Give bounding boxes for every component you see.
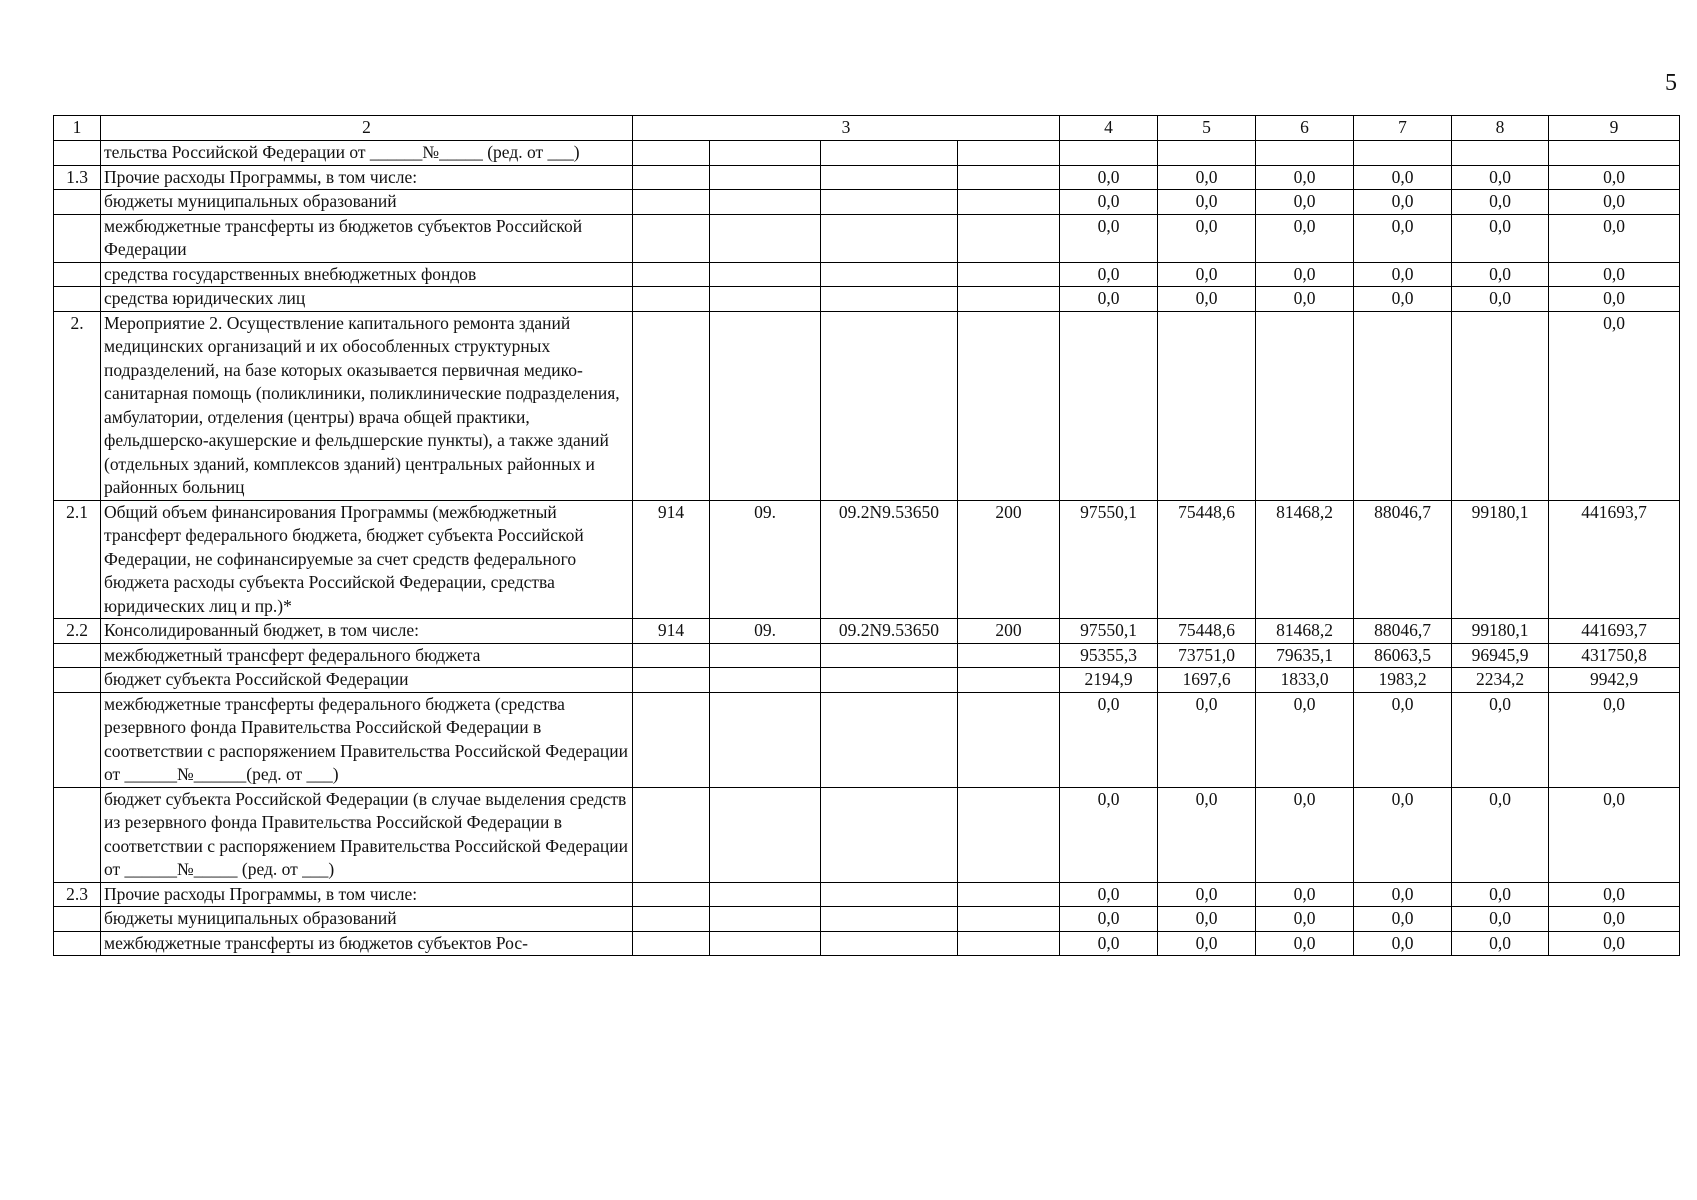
value-cell: 0,0 [1549, 787, 1680, 882]
table-row [54, 287, 1680, 312]
row-index-cell [54, 287, 101, 312]
value-cell: 0,0 [1256, 882, 1354, 907]
value-cell: 431750,8 [1549, 643, 1680, 668]
value-cell: 1983,2 [1354, 668, 1452, 693]
value-cell [1158, 141, 1256, 166]
value-cell: 2234,2 [1452, 668, 1549, 693]
row-description-cell: межбюджетные трансферты из бюджетов субъектов Российской Федерации [101, 214, 633, 262]
value-cell: 0,0 [1060, 692, 1158, 787]
column-number: 4 [1060, 116, 1158, 141]
value-cell: 75448,6 [1158, 619, 1256, 644]
table-row [54, 668, 1680, 693]
code-cell [633, 692, 710, 787]
value-cell: 0,0 [1354, 907, 1452, 932]
code-cell [710, 931, 821, 956]
code-cell [958, 165, 1060, 190]
value-cell [1256, 311, 1354, 500]
value-cell: 99180,1 [1452, 619, 1549, 644]
value-cell: 0,0 [1158, 165, 1256, 190]
row-description-cell: Мероприятие 2. Осуществление капитального ремонта зданий медицинских организаций и их обособленных структурных подразделений, на базе которых оказывается первичная медико-санитарная помощь (поликлиники, поликлинические подразделения, амбулатории, отделения (центры) врача общей практики, фельдшерско-акушерские и фельдшерские пункты), а также зданий (отдельных зданий, комплексов зданий) центральных районных и районных больниц [101, 311, 633, 500]
table-row [54, 141, 1680, 166]
value-cell [1256, 141, 1354, 166]
code-cell [821, 262, 958, 287]
code-cell [710, 262, 821, 287]
code-cell [710, 214, 821, 262]
code-cell [958, 787, 1060, 882]
row-description-cell: межбюджетный трансферт федерального бюджета [101, 643, 633, 668]
value-cell: 0,0 [1158, 882, 1256, 907]
code-cell [821, 931, 958, 956]
code-cell [958, 262, 1060, 287]
value-cell: 0,0 [1354, 165, 1452, 190]
value-cell [1060, 141, 1158, 166]
value-cell: 0,0 [1452, 882, 1549, 907]
column-number: 2 [101, 116, 633, 141]
table-row [54, 214, 1680, 262]
row-index-cell [54, 787, 101, 882]
code-cell [958, 907, 1060, 932]
code-cell [710, 692, 821, 787]
value-cell: 0,0 [1354, 787, 1452, 882]
budget-table [53, 115, 1680, 956]
code-cell [958, 141, 1060, 166]
code-cell [633, 190, 710, 215]
value-cell: 0,0 [1256, 214, 1354, 262]
value-cell: 0,0 [1256, 931, 1354, 956]
value-cell: 0,0 [1060, 165, 1158, 190]
code-cell [633, 931, 710, 956]
code-cell [821, 141, 958, 166]
value-cell: 0,0 [1158, 931, 1256, 956]
table-row [54, 643, 1680, 668]
value-cell: 0,0 [1060, 882, 1158, 907]
value-cell: 97550,1 [1060, 619, 1158, 644]
row-description-cell: Консолидированный бюджет, в том числе: [101, 619, 633, 644]
value-cell: 0,0 [1452, 692, 1549, 787]
value-cell: 0,0 [1256, 287, 1354, 312]
column-number-row [54, 116, 1680, 141]
value-cell: 0,0 [1452, 907, 1549, 932]
code-cell: 09. [710, 619, 821, 644]
value-cell: 0,0 [1452, 190, 1549, 215]
table-row [54, 190, 1680, 215]
value-cell: 0,0 [1452, 931, 1549, 956]
value-cell: 0,0 [1060, 907, 1158, 932]
value-cell: 0,0 [1354, 287, 1452, 312]
value-cell: 0,0 [1256, 262, 1354, 287]
code-cell [633, 882, 710, 907]
value-cell: 0,0 [1158, 190, 1256, 215]
code-cell [958, 643, 1060, 668]
code-cell [821, 190, 958, 215]
row-index-cell: 1.3 [54, 165, 101, 190]
code-cell [710, 287, 821, 312]
row-index-cell [54, 262, 101, 287]
value-cell: 88046,7 [1354, 500, 1452, 619]
value-cell: 0,0 [1158, 214, 1256, 262]
value-cell: 0,0 [1158, 907, 1256, 932]
column-number: 8 [1452, 116, 1549, 141]
row-index-cell [54, 643, 101, 668]
code-cell [710, 311, 821, 500]
value-cell: 1833,0 [1256, 668, 1354, 693]
value-cell: 96945,9 [1452, 643, 1549, 668]
row-description-cell: тельства Российской Федерации от ______№_____ (ред. от ___) [101, 141, 633, 166]
row-index-cell [54, 214, 101, 262]
page-number: 5 [1665, 70, 1677, 96]
value-cell: 1697,6 [1158, 668, 1256, 693]
row-index-cell [54, 668, 101, 693]
code-cell [958, 190, 1060, 215]
code-cell [821, 287, 958, 312]
value-cell: 0,0 [1354, 882, 1452, 907]
value-cell: 0,0 [1256, 907, 1354, 932]
code-cell [821, 214, 958, 262]
code-cell [958, 668, 1060, 693]
value-cell: 81468,2 [1256, 500, 1354, 619]
row-index-cell [54, 907, 101, 932]
row-index-cell: 2.1 [54, 500, 101, 619]
value-cell: 95355,3 [1060, 643, 1158, 668]
code-cell: 09. [710, 500, 821, 619]
row-index-cell [54, 190, 101, 215]
code-cell [821, 643, 958, 668]
value-cell: 0,0 [1158, 287, 1256, 312]
value-cell: 441693,7 [1549, 619, 1680, 644]
value-cell: 0,0 [1060, 287, 1158, 312]
row-index-cell: 2.3 [54, 882, 101, 907]
row-description-cell: бюджеты муниципальных образований [101, 907, 633, 932]
code-cell [633, 643, 710, 668]
code-cell [958, 931, 1060, 956]
column-number: 5 [1158, 116, 1256, 141]
value-cell: 0,0 [1549, 287, 1680, 312]
value-cell [1354, 141, 1452, 166]
table-row [54, 787, 1680, 882]
code-cell [633, 165, 710, 190]
value-cell [1549, 141, 1680, 166]
code-cell [821, 165, 958, 190]
value-cell: 0,0 [1354, 931, 1452, 956]
row-description-cell: бюджеты муниципальных образований [101, 190, 633, 215]
table-row [54, 882, 1680, 907]
code-cell [710, 787, 821, 882]
column-number: 1 [54, 116, 101, 141]
value-cell: 9942,9 [1549, 668, 1680, 693]
table-row [54, 692, 1680, 787]
code-cell [958, 287, 1060, 312]
column-number: 6 [1256, 116, 1354, 141]
row-description-cell: бюджет субъекта Российской Федерации [101, 668, 633, 693]
code-cell [958, 692, 1060, 787]
value-cell [1060, 311, 1158, 500]
code-cell [633, 668, 710, 693]
code-cell [821, 882, 958, 907]
code-cell: 200 [958, 619, 1060, 644]
value-cell: 0,0 [1452, 787, 1549, 882]
row-description-cell: бюджет субъекта Российской Федерации (в случае выделения средств из резервного фонда Правительства Российской Федерации в соответствии с распоряжением Правительства Российской Федерации от ______№_____ (ред. от ___) [101, 787, 633, 882]
value-cell [1452, 311, 1549, 500]
code-cell [633, 907, 710, 932]
code-cell: 200 [958, 500, 1060, 619]
code-cell [710, 643, 821, 668]
code-cell [633, 141, 710, 166]
code-cell [710, 190, 821, 215]
code-cell [821, 692, 958, 787]
value-cell: 86063,5 [1354, 643, 1452, 668]
code-cell [710, 907, 821, 932]
code-cell [821, 311, 958, 500]
row-description-cell: Прочие расходы Программы, в том числе: [101, 165, 633, 190]
code-cell [821, 668, 958, 693]
value-cell: 99180,1 [1452, 500, 1549, 619]
value-cell: 0,0 [1452, 214, 1549, 262]
value-cell: 0,0 [1354, 692, 1452, 787]
value-cell: 0,0 [1549, 931, 1680, 956]
row-description-cell: средства юридических лиц [101, 287, 633, 312]
value-cell: 0,0 [1256, 692, 1354, 787]
code-cell: 09.2N9.53650 [821, 619, 958, 644]
value-cell: 0,0 [1549, 882, 1680, 907]
code-cell [958, 214, 1060, 262]
table-row [54, 500, 1680, 619]
table-row [54, 262, 1680, 287]
value-cell: 0,0 [1158, 787, 1256, 882]
table-row [54, 931, 1680, 956]
value-cell: 0,0 [1354, 190, 1452, 215]
value-cell: 0,0 [1549, 214, 1680, 262]
code-cell [710, 141, 821, 166]
row-index-cell: 2.2 [54, 619, 101, 644]
row-index-cell [54, 141, 101, 166]
value-cell: 0,0 [1060, 190, 1158, 215]
code-cell: 914 [633, 619, 710, 644]
value-cell: 0,0 [1256, 190, 1354, 215]
value-cell: 0,0 [1256, 165, 1354, 190]
value-cell: 441693,7 [1549, 500, 1680, 619]
value-cell [1452, 141, 1549, 166]
value-cell: 0,0 [1060, 787, 1158, 882]
value-cell: 0,0 [1549, 165, 1680, 190]
value-cell: 0,0 [1452, 287, 1549, 312]
value-cell: 0,0 [1060, 931, 1158, 956]
code-cell [633, 787, 710, 882]
code-cell: 09.2N9.53650 [821, 500, 958, 619]
value-cell: 0,0 [1452, 165, 1549, 190]
code-cell [821, 787, 958, 882]
row-description-cell: Прочие расходы Программы, в том числе: [101, 882, 633, 907]
table-row [54, 165, 1680, 190]
code-cell [821, 907, 958, 932]
row-description-cell: межбюджетные трансферты федерального бюджета (средства резервного фонда Правительства Российской Федерации в соответствии с распоряжением Правительства Российской Федерации от ______№______(ред. от ___) [101, 692, 633, 787]
code-cell [633, 311, 710, 500]
code-cell [710, 668, 821, 693]
value-cell: 0,0 [1060, 262, 1158, 287]
value-cell: 0,0 [1549, 190, 1680, 215]
column-number: 3 [633, 116, 1060, 141]
column-number: 9 [1549, 116, 1680, 141]
row-description-cell: Общий объем финансирования Программы (межбюджетный трансферт федерального бюджета, бюджет субъекта Российской Федерации, не софинансируемые за счет средств федерального бюджета расходы субъекта Российской Федерации, средства юридических лиц и пр.)* [101, 500, 633, 619]
code-cell [710, 165, 821, 190]
value-cell: 2194,9 [1060, 668, 1158, 693]
column-number: 7 [1354, 116, 1452, 141]
code-cell [958, 882, 1060, 907]
code-cell [633, 287, 710, 312]
table-row [54, 907, 1680, 932]
value-cell: 0,0 [1452, 262, 1549, 287]
value-cell: 73751,0 [1158, 643, 1256, 668]
row-description-cell: межбюджетные трансферты из бюджетов субъектов Рос- [101, 931, 633, 956]
value-cell: 0,0 [1060, 214, 1158, 262]
value-cell: 88046,7 [1354, 619, 1452, 644]
value-cell: 75448,6 [1158, 500, 1256, 619]
value-cell: 0,0 [1549, 311, 1680, 500]
value-cell: 79635,1 [1256, 643, 1354, 668]
code-cell: 914 [633, 500, 710, 619]
table-row [54, 311, 1680, 500]
value-cell: 0,0 [1158, 692, 1256, 787]
value-cell: 0,0 [1549, 692, 1680, 787]
value-cell: 0,0 [1354, 262, 1452, 287]
value-cell [1354, 311, 1452, 500]
value-cell [1158, 311, 1256, 500]
value-cell: 81468,2 [1256, 619, 1354, 644]
code-cell [958, 311, 1060, 500]
row-index-cell [54, 931, 101, 956]
code-cell [710, 882, 821, 907]
row-index-cell [54, 692, 101, 787]
row-description-cell: средства государственных внебюджетных фондов [101, 262, 633, 287]
value-cell: 0,0 [1256, 787, 1354, 882]
code-cell [633, 214, 710, 262]
value-cell: 0,0 [1158, 262, 1256, 287]
value-cell: 0,0 [1549, 907, 1680, 932]
table-row [54, 619, 1680, 644]
code-cell [633, 262, 710, 287]
value-cell: 0,0 [1354, 214, 1452, 262]
row-index-cell: 2. [54, 311, 101, 500]
value-cell: 0,0 [1549, 262, 1680, 287]
value-cell: 97550,1 [1060, 500, 1158, 619]
